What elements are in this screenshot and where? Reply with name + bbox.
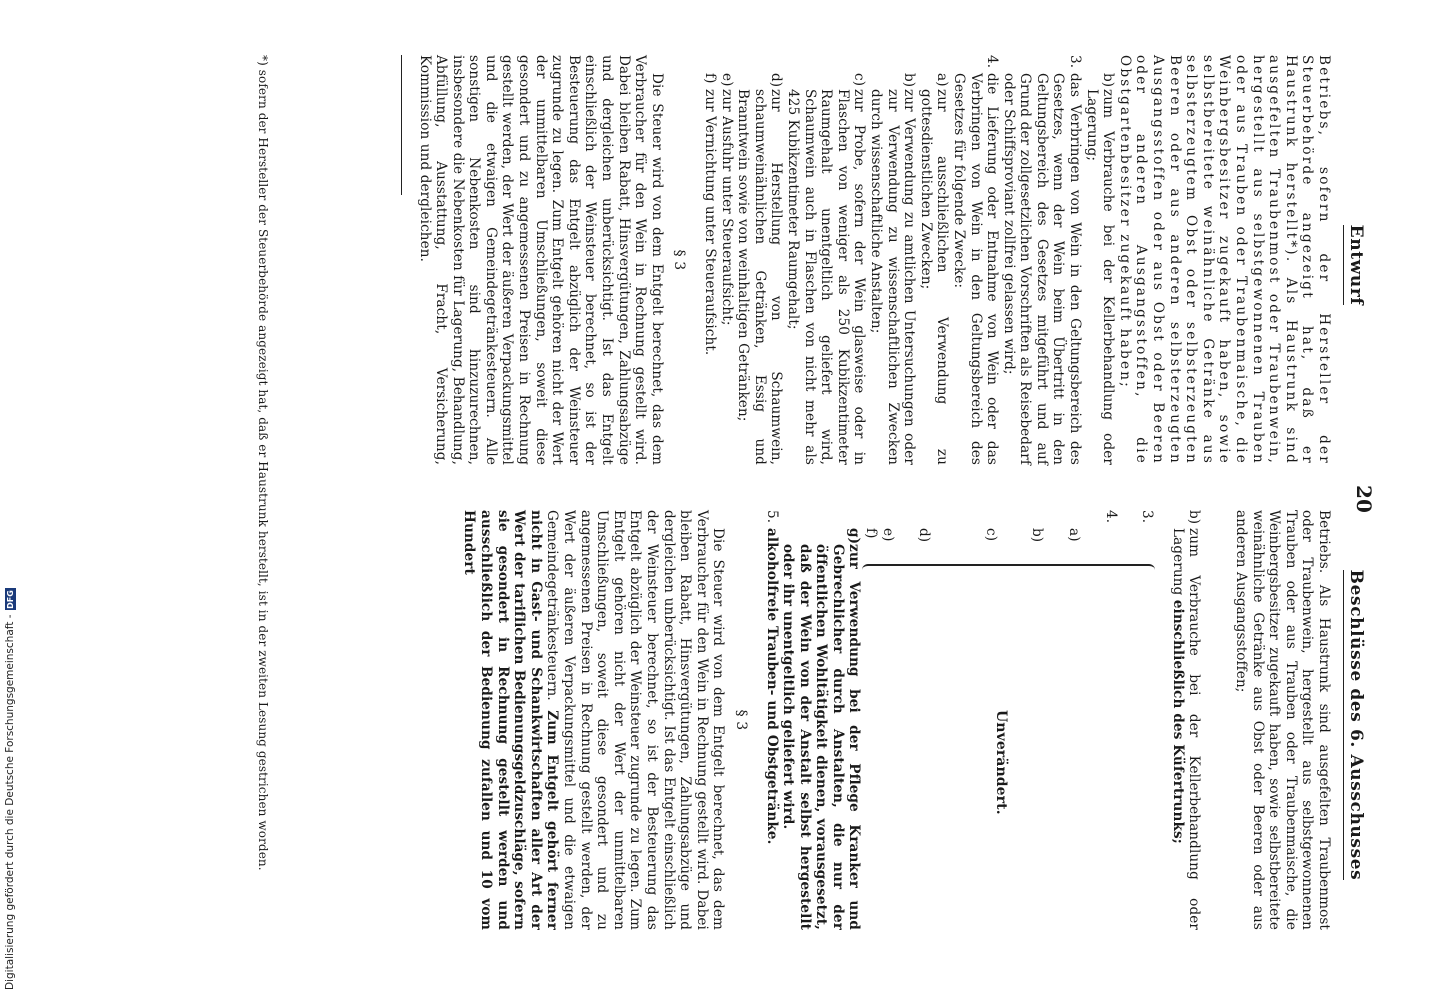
draft-section-3-mark: § 3 — [671, 249, 688, 271]
committee-item-b: b) zum Verbrauche bei der Kellerbehandlung oder Lagerung einschließlich des Küfertrunks; — [1169, 510, 1203, 930]
draft-item-3: 3. das Verbringen von Wein in den Geltungsbereich des Gesetzes, wenn der Wein beim Übertritt in den Geltungsbereich des Gesetzes mitgeführt und auf Grund der zollgesetzlichen Vorschriften als Reisebedarf oder Schiffsproviant zollfrei gelassen wird; — [1000, 55, 1084, 465]
marker-4: 4. — [1102, 510, 1119, 524]
draft-sub-a: a) zur ausschließlichen Verwendung zu gottesdienstlichen Zwecken; — [917, 73, 951, 465]
marker-f: f) — [863, 528, 880, 539]
committee-section-3-text: Die Steuer wird von dem Entgelt berechnet, das dem Verbraucher für den Wein in Rechnung gestellt wird. Dabei bleiben Rabatt, Hinsvergütungen, Zahlungsabzüge und dergleichen unberücksichtigt. Ist das Entgelt einschließlich der Weinsteuer berechnet, so ist der Besteuerung das Entgelt abzüglich der Weinsteuer zugrunde zu legen. Zum Entgelt gehören nicht der Wert der unmittelbaren Umschließungen, soweit diese gesondert und zu angemessenen Preisen in Rechnung gestellt werden, der Wert der äußeren Verpackungsmittel und die etwaigen Gemeindegetränkesteuern. Zum Entgelt gehört ferner nicht in Gast- und Schankwirtschaften aller Art der Wert der tariflichen Bedienungsgeldzuschläge, sofern sie gesondert in Rechnung gestellt werden und ausschließlich der Bedienung zufallen und 10 vom Hundert — [461, 510, 727, 930]
committee-section-3-mark: § 3 — [732, 709, 749, 731]
draft-column — [397, 55, 1332, 465]
unchanged-note: Unverändert. — [992, 710, 1009, 815]
page-number: 20 — [1352, 484, 1376, 514]
digitization-credit — [4, 588, 16, 990]
marker-a: a) — [1066, 528, 1083, 542]
column-heading-committee — [1347, 515, 1364, 935]
draft-sub-c: c) zur Probe, sofern der Wein glasweise oder in Flaschen von weniger als 250 Kubikzentimeter Raumgehalt unentgeltlich geliefert wird, Schaumwein auch in Flaschen von nicht mehr als 425 Kubikzentimeter Raumgehalt; — [785, 73, 868, 465]
committee-intro: Betriebs. Als Haustrunk sind ausgefelten Traubenmost oder Traubenwein, hergestellt aus selbstgewonnenen Trauben oder aus Trauben oder Traubenmaische, die Weinbergsbesitzer zugekauft haben, sowie selbstbereitete weinähnliche Getränke aus Obst oder Beeren oder aus anderen Ausgangsstoffen; — [1233, 510, 1332, 930]
draft-item-b: b) zum Verbrauche bei der Kellerbehandlung oder Lagerung; — [1083, 73, 1117, 465]
draft-item-4: 4. die Lieferung oder Entnahme von Wein oder das Verbringen von Wein in den Geltungsbereich des Gesetzes für folgende Zwecke: — [950, 55, 1001, 465]
marker-b: b) — [1029, 528, 1046, 543]
committee-sub-g: g) zur Verwendung bei der Pflege Kranker und Gebrechlicher durch Anstalten, die nur der öffentlichen Wohltätigkeit dienen, vorausgesetzt, daß der Wein von der Anstalt selbst hergestellt oder ihr unentgeltlich geliefert wird. — [780, 528, 863, 930]
brace — [863, 564, 1156, 576]
committee-item-5: 5. alkoholfreie Trauben- und Obstgetränke. — [763, 510, 780, 845]
footnote: *) sofern der Hersteller der Steuerbehörde angezeigt hat, daß er Haustrunk herstellt, ist in der zweiten Lesung gestrichen worden. — [256, 55, 270, 871]
marker-e: e) — [879, 528, 896, 542]
dfg-logo: DFG — [5, 590, 15, 609]
heading-text: Entwurf — [1343, 225, 1366, 306]
draft-sub-e: e) zur Ausfuhr unter Steueraufsicht; — [718, 73, 735, 326]
marker-d: d) — [916, 528, 933, 543]
draft-sub-b: b) zur Verwendung zu amtlichen Untersuchungen oder zur Verwendung zu wissenschaftlichen Zwecken durch wissenschaftliche Anstalten; — [867, 73, 918, 465]
draft-section-3-text: Die Steuer wird von dem Entgelt berechnet, das dem Verbraucher für den Wein in Rechnung gestellt wird. Dabei bleiben Rabatt, Hinsvergütungen, Zahlungsabzüge und dergleichen unberücksichtigt. Ist das Entgelt einschließlich der Weinsteuer berechnet, so ist der Besteuerung das Entgelt abzüglich der Weinsteuer zugrunde zu legen. Zum Entgelt gehören nicht der Wert der unmittelbaren Umschließungen, soweit diese gesondert und zu angemessenen Preisen in Rechnung gestellt werden, der Wert der äußeren Verpackungsmittel und die etwaigen Gemeindegetränkesteuern. Alle sonstigen Nebenkosten sind hinzuzurechnen, insbesondere die Nebenkosten für Lagerung, Behandlung, Abfüllung, Ausstattung, Fracht, Versicherung, Kommission und dergleichen. — [416, 55, 665, 465]
marker-c: c) — [982, 528, 999, 542]
rotated-document-page — [80, 55, 1376, 935]
draft-sub-d: d) zur Herstellung von Schaumwein, schaumweinähnlichen Getränken, Essig und Branntwein sowie von weinhaltigen Getränken; — [735, 73, 785, 465]
draft-sub-f: f) zur Vernichtung unter Steueraufsicht. — [702, 73, 719, 356]
digitization-note: Digitalisierung gefördert durch die Deutsche Forschungsgemeinschaft - — [4, 614, 16, 990]
draft-intro: Betriebs, sofern der Hersteller der Steuerbehörde angezeigt hat, daß er Haustrunk herstellt*). Als Haustrunk sind ausgefelten Traubenmost oder Traubenwein, hergestellt aus selbstgewonnenen Trauben oder aus Trauben oder Traubenmaische, die Weinbergsbesitzer zugekauft haben, sowie selbstbereitete weinähnliche Getränke aus selbsterzeugtem Obst oder selbsterzeugten Beeren oder aus anderen selbsterzeugten Ausgangsstoffen oder aus Obst oder Beeren oder anderen Ausgangsstoffen, die Obstgartenbesitzer zugekauft haben; — [1116, 55, 1332, 465]
unchanged-block — [863, 510, 1156, 930]
heading-text: Beschlüsse des 6. Ausschusses — [1343, 570, 1366, 881]
footnote-rule — [401, 55, 402, 195]
committee-column — [461, 510, 1332, 930]
column-heading-draft — [1347, 75, 1364, 455]
marker-3: 3. — [1139, 510, 1156, 524]
